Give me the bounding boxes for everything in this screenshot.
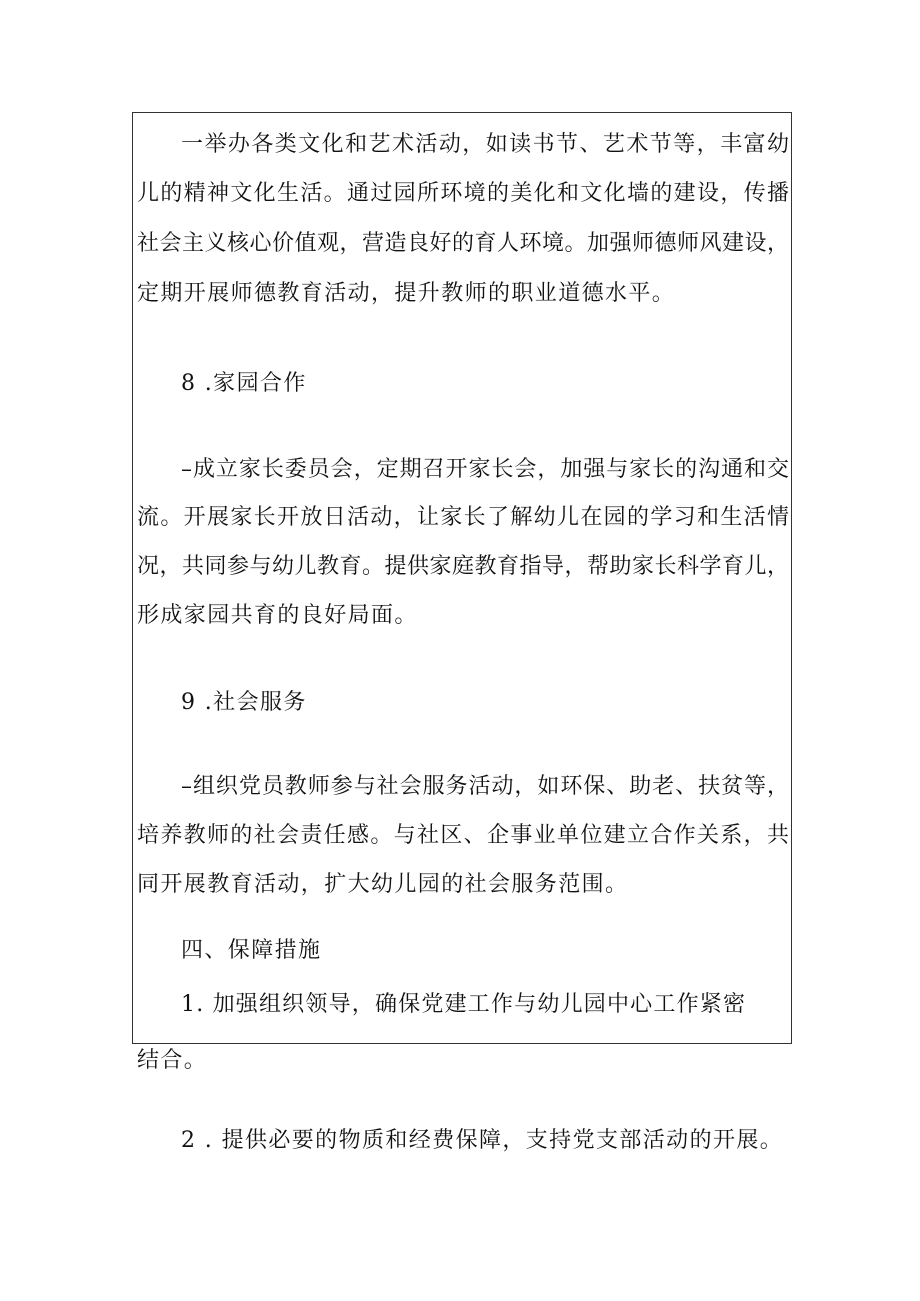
list-item-2: 2 . 提供必要的物质和经费保障，支持党支部活动的开展。 <box>181 1128 784 1153</box>
section-heading-8: 8 .家园合作 <box>181 371 307 396</box>
list-item-1-continuation: 结合。 <box>137 1048 208 1073</box>
paragraph-line: 定期开展师德教育活动，提升教师的职业道德水平。 <box>137 281 676 306</box>
paragraph-line: 同开展教育活动，扩大幼儿园的社会服务范围。 <box>137 872 629 897</box>
paragraph-line: 一举办各类文化和艺术活动，如读书节、艺术节等，丰富幼 <box>181 132 789 157</box>
section-heading-9: 9 .社会服务 <box>181 690 307 715</box>
paragraph-line: –成立家长委员会，定期召开家长会，加强与家长的沟通和交 <box>181 457 789 482</box>
paragraph-line: 社会主义核心价值观，营造良好的育人环境。加强师德师风建设， <box>137 231 789 256</box>
paragraph-line: 培养教师的社会责任感。与社区、企事业单位建立合作关系，共 <box>137 823 789 848</box>
paragraph-line: 流。开展家长开放日活动，让家长了解幼儿在园的学习和生活情 <box>137 505 789 530</box>
section-heading-4: 四、保障措施 <box>181 938 322 963</box>
paragraph-line: –组织党员教师参与社会服务活动，如环保、助老、扶贫等， <box>181 774 789 799</box>
paragraph-line: 儿的精神文化生活。通过园所环境的美化和文化墙的建设，传播 <box>137 181 789 206</box>
list-item-1: 1. 加强组织领导，确保党建工作与幼儿园中心工作紧密 <box>181 992 747 1017</box>
paragraph-line: 况，共同参与幼儿教育。提供家庭教育指导，帮助家长科学育儿， <box>137 554 789 579</box>
paragraph-line: 形成家园共育的良好局面。 <box>137 603 418 628</box>
